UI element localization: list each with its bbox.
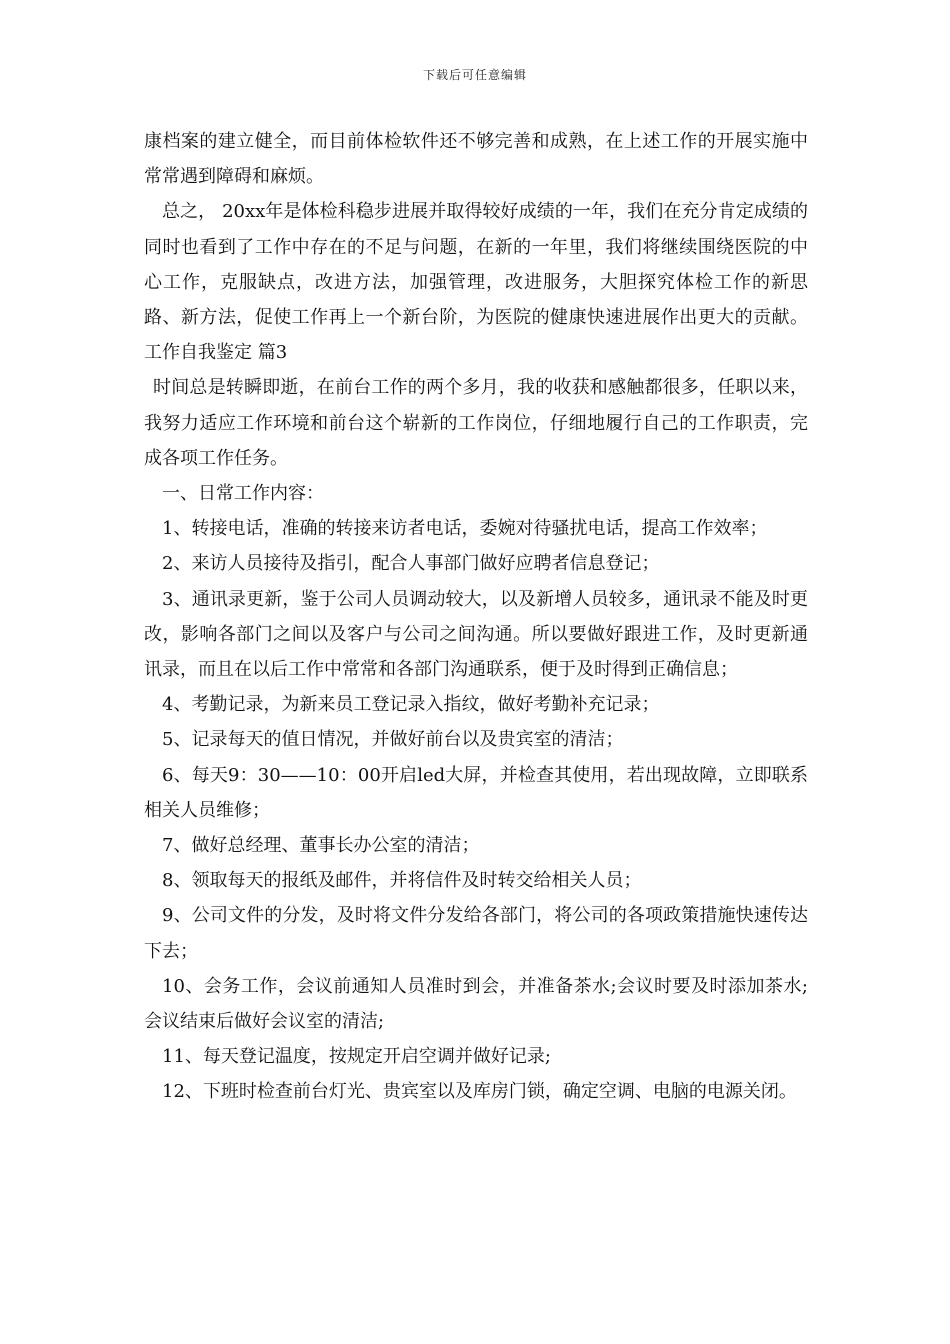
list-item: 8、领取每天的报纸及邮件，并将信件及时转交给相关人员； [162,870,642,892]
list-item: 4、考勤记录，为新来员工登记录入指纹，做好考勤补充记录； [162,694,660,716]
list-item: 6、每天9：30——10：00开启led大屏，并检查其使用，若出现故障，立即联系相关人员维修； [144,764,808,821]
list-item: 5、记录每天的值日情况，并做好前台以及贵宾室的清洁； [162,729,624,751]
section-heading: 一、日常工作内容： [162,483,324,505]
list-item: 9、公司文件的分发，及时将文件分发给各部门，将公司的各项政策措施快速传达下去； [144,905,808,962]
paragraph: 康档案的建立健全，而目前体检软件还不够完善和成熟，在上述工作的开展实施中常常遇到障碍和麻烦。 [144,131,808,188]
list-item: 12、下班时检查前台灯光、贵宾室以及库房门锁，确定空调、电脑的电源关闭。 [162,1081,797,1103]
list-item: 10、会务工作，会议前通知人员准时到会，并准备茶水;会议时要及时添加茶水;会议结束后做好会议室的清洁; [144,975,808,1033]
list-item: 7、做好总经理、董事长办公室的清洁； [162,835,480,857]
document-body [144,124,808,1110]
page-header: 下载后可任意编辑 [422,68,527,82]
list-item: 2、来访人员接待及指引，配合人事部门做好应聘者信息登记； [162,553,660,575]
list-item: 11、每天登记温度，按规定开启空调并做好记录; [162,1046,551,1068]
list-item: 1、转接电话，准确的转接来访者电话，委婉对待骚扰电话，提高工作效率； [162,518,768,540]
paragraph: 总之， 20xx年是体检科稳步进展并取得较好成绩的一年，我们在充分肯定成绩的同时也看到了工作中存在的不足与问题，在新的一年里，我们将继续围绕医院的中心工作，克服缺点，改进方法，加强管理，改进服务，大胆探究体检工作的新思路、新方法，促使工作再上一个新台阶，为医院的健康快速进展作出更大的贡献。工作自我鉴定 篇3 [144,201,808,364]
list-item: 3、通讯录更新，鉴于公司人员调动较大，以及新增人员较多，通讯录不能及时更改，影响各部门之间以及客户与公司之间沟通。所以要做好跟进工作，及时更新通讯录，而且在以后工作中常常和各部门沟通联系，便于及时得到正确信息； [144,588,808,681]
paragraph: 时间总是转瞬即逝，在前台工作的两个多月，我的收获和感触都很多，任职以来，我努力适应工作环境和前台这个崭新的工作岗位，仔细地履行自己的工作职责，完成各项工作任务。 [144,377,808,469]
